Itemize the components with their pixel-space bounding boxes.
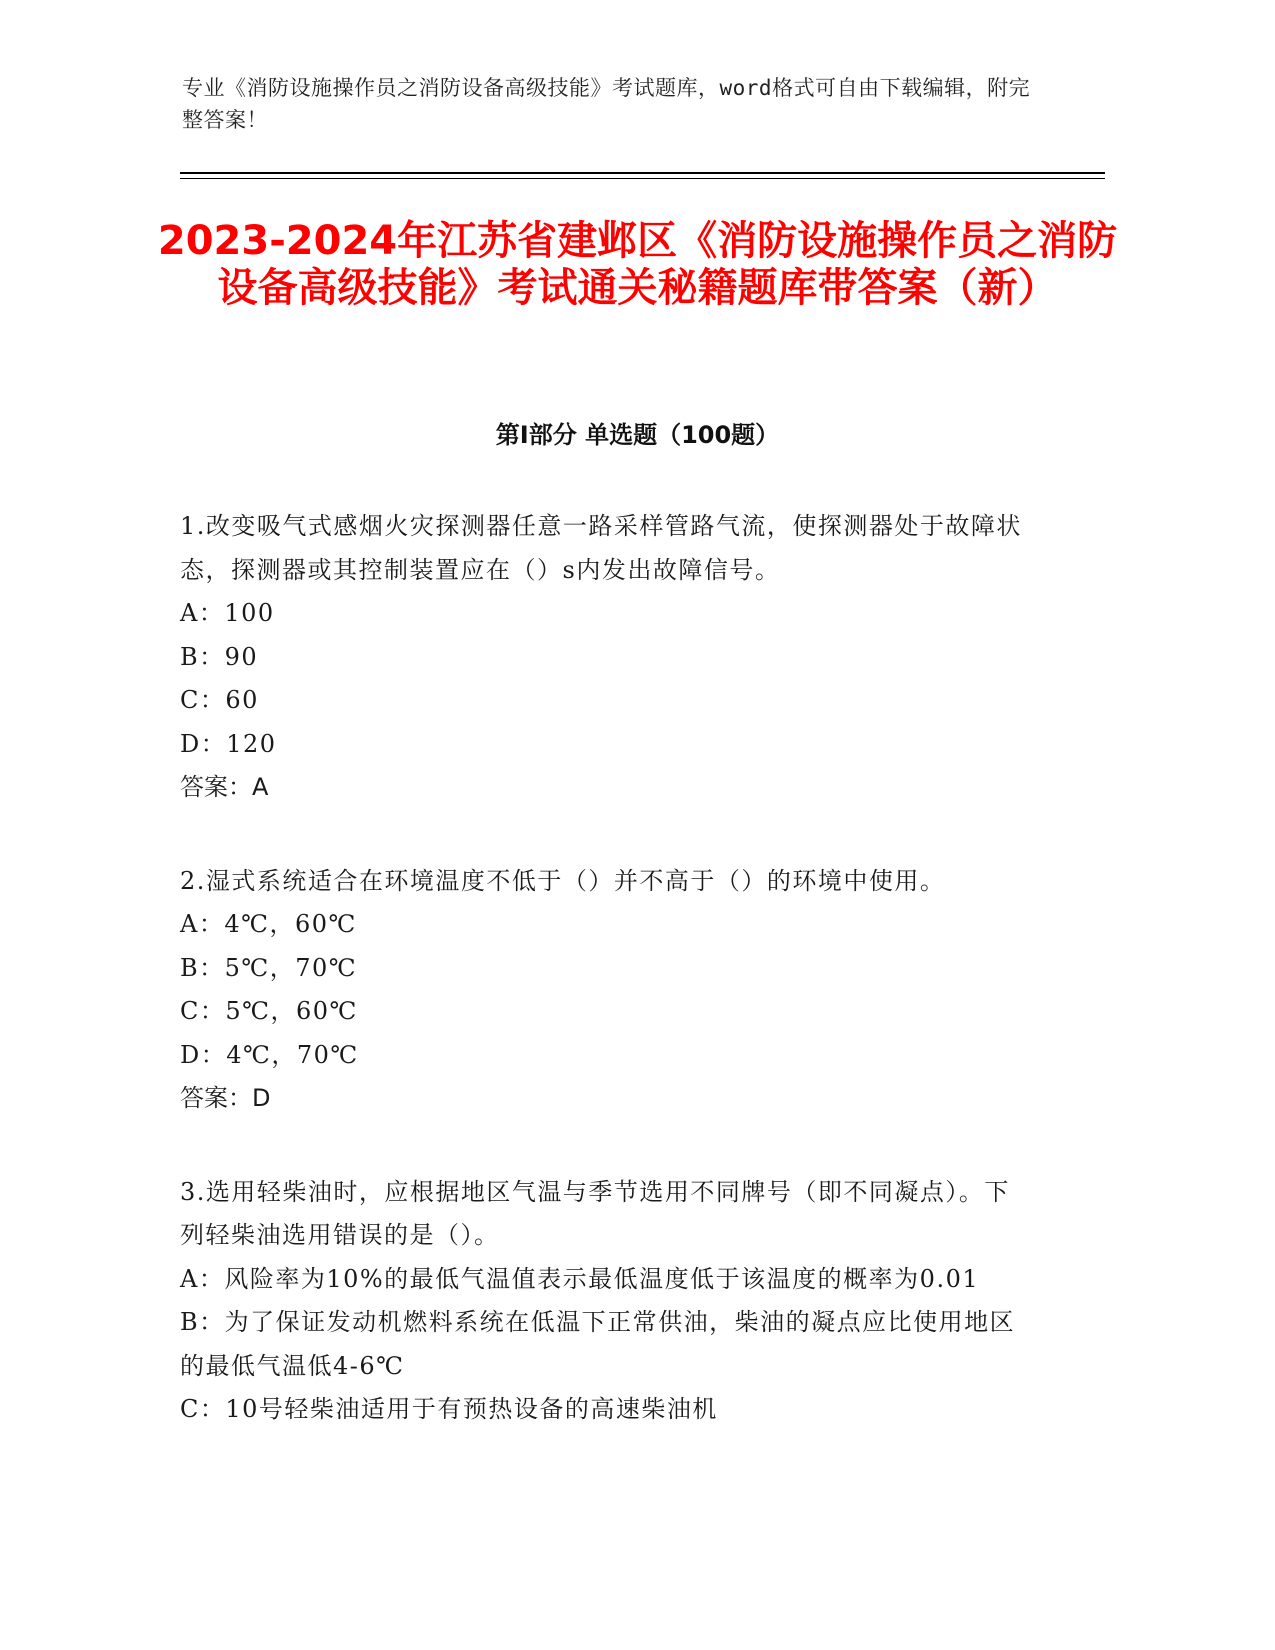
header-divider-thin <box>180 178 1105 179</box>
section-heading: 第I部分 单选题（100题） <box>495 421 780 449</box>
answer: 答案：D <box>180 1084 271 1112</box>
option-a: A：风险率为10%的最低气温值表示最低温度低于该温度的概率为0.01 <box>180 1264 980 1293</box>
option-d: D：120 <box>180 729 277 758</box>
question-text: 3.选用轻柴油时，应根据地区气温与季节选用不同牌号（即不同凝点）。下列轻柴油选用错误的是（）。 <box>180 1177 1010 1249</box>
question-text: 2.湿式系统适合在环境温度不低于（）并不高于（）的环境中使用。 <box>180 866 946 895</box>
option-c: C：10号轻柴油适用于有预热设备的高速柴油机 <box>180 1395 718 1423</box>
option-c: C：60 <box>180 686 259 714</box>
question-2 <box>180 860 1030 1121</box>
option-b: B：为了保证发动机燃料系统在低温下正常供油，柴油的凝点应比使用地区的最低气温低4-6℃ <box>180 1308 1016 1380</box>
header-divider-thick <box>180 172 1105 174</box>
question-text: 1.改变吸气式感烟火灾探测器任意一路采样管路气流，使探测器处于故障状态，探测器或其控制装置应在（）s内发出故障信号。 <box>180 512 1022 584</box>
question-list <box>180 505 1030 1482</box>
question-3 <box>180 1171 1030 1432</box>
option-d: D：4℃，70℃ <box>180 1040 359 1069</box>
answer: 答案：A <box>180 773 269 801</box>
option-b: B：5℃，70℃ <box>180 953 358 982</box>
option-a: A：4℃，60℃ <box>180 910 357 938</box>
option-a: A：100 <box>180 599 275 627</box>
document-title: 2023-2024年江苏省建邺区《消防设施操作员之消防设备高级技能》考试通关秘籍题库带答案（新） <box>157 218 1118 311</box>
question-1 <box>180 505 1030 810</box>
option-c: C：5℃，60℃ <box>180 997 358 1025</box>
option-b: B：90 <box>180 642 259 671</box>
header-note: 专业《消防设施操作员之消防设备高级技能》考试题库，word格式可自由下载编辑，附完整答案！ <box>182 76 1031 132</box>
